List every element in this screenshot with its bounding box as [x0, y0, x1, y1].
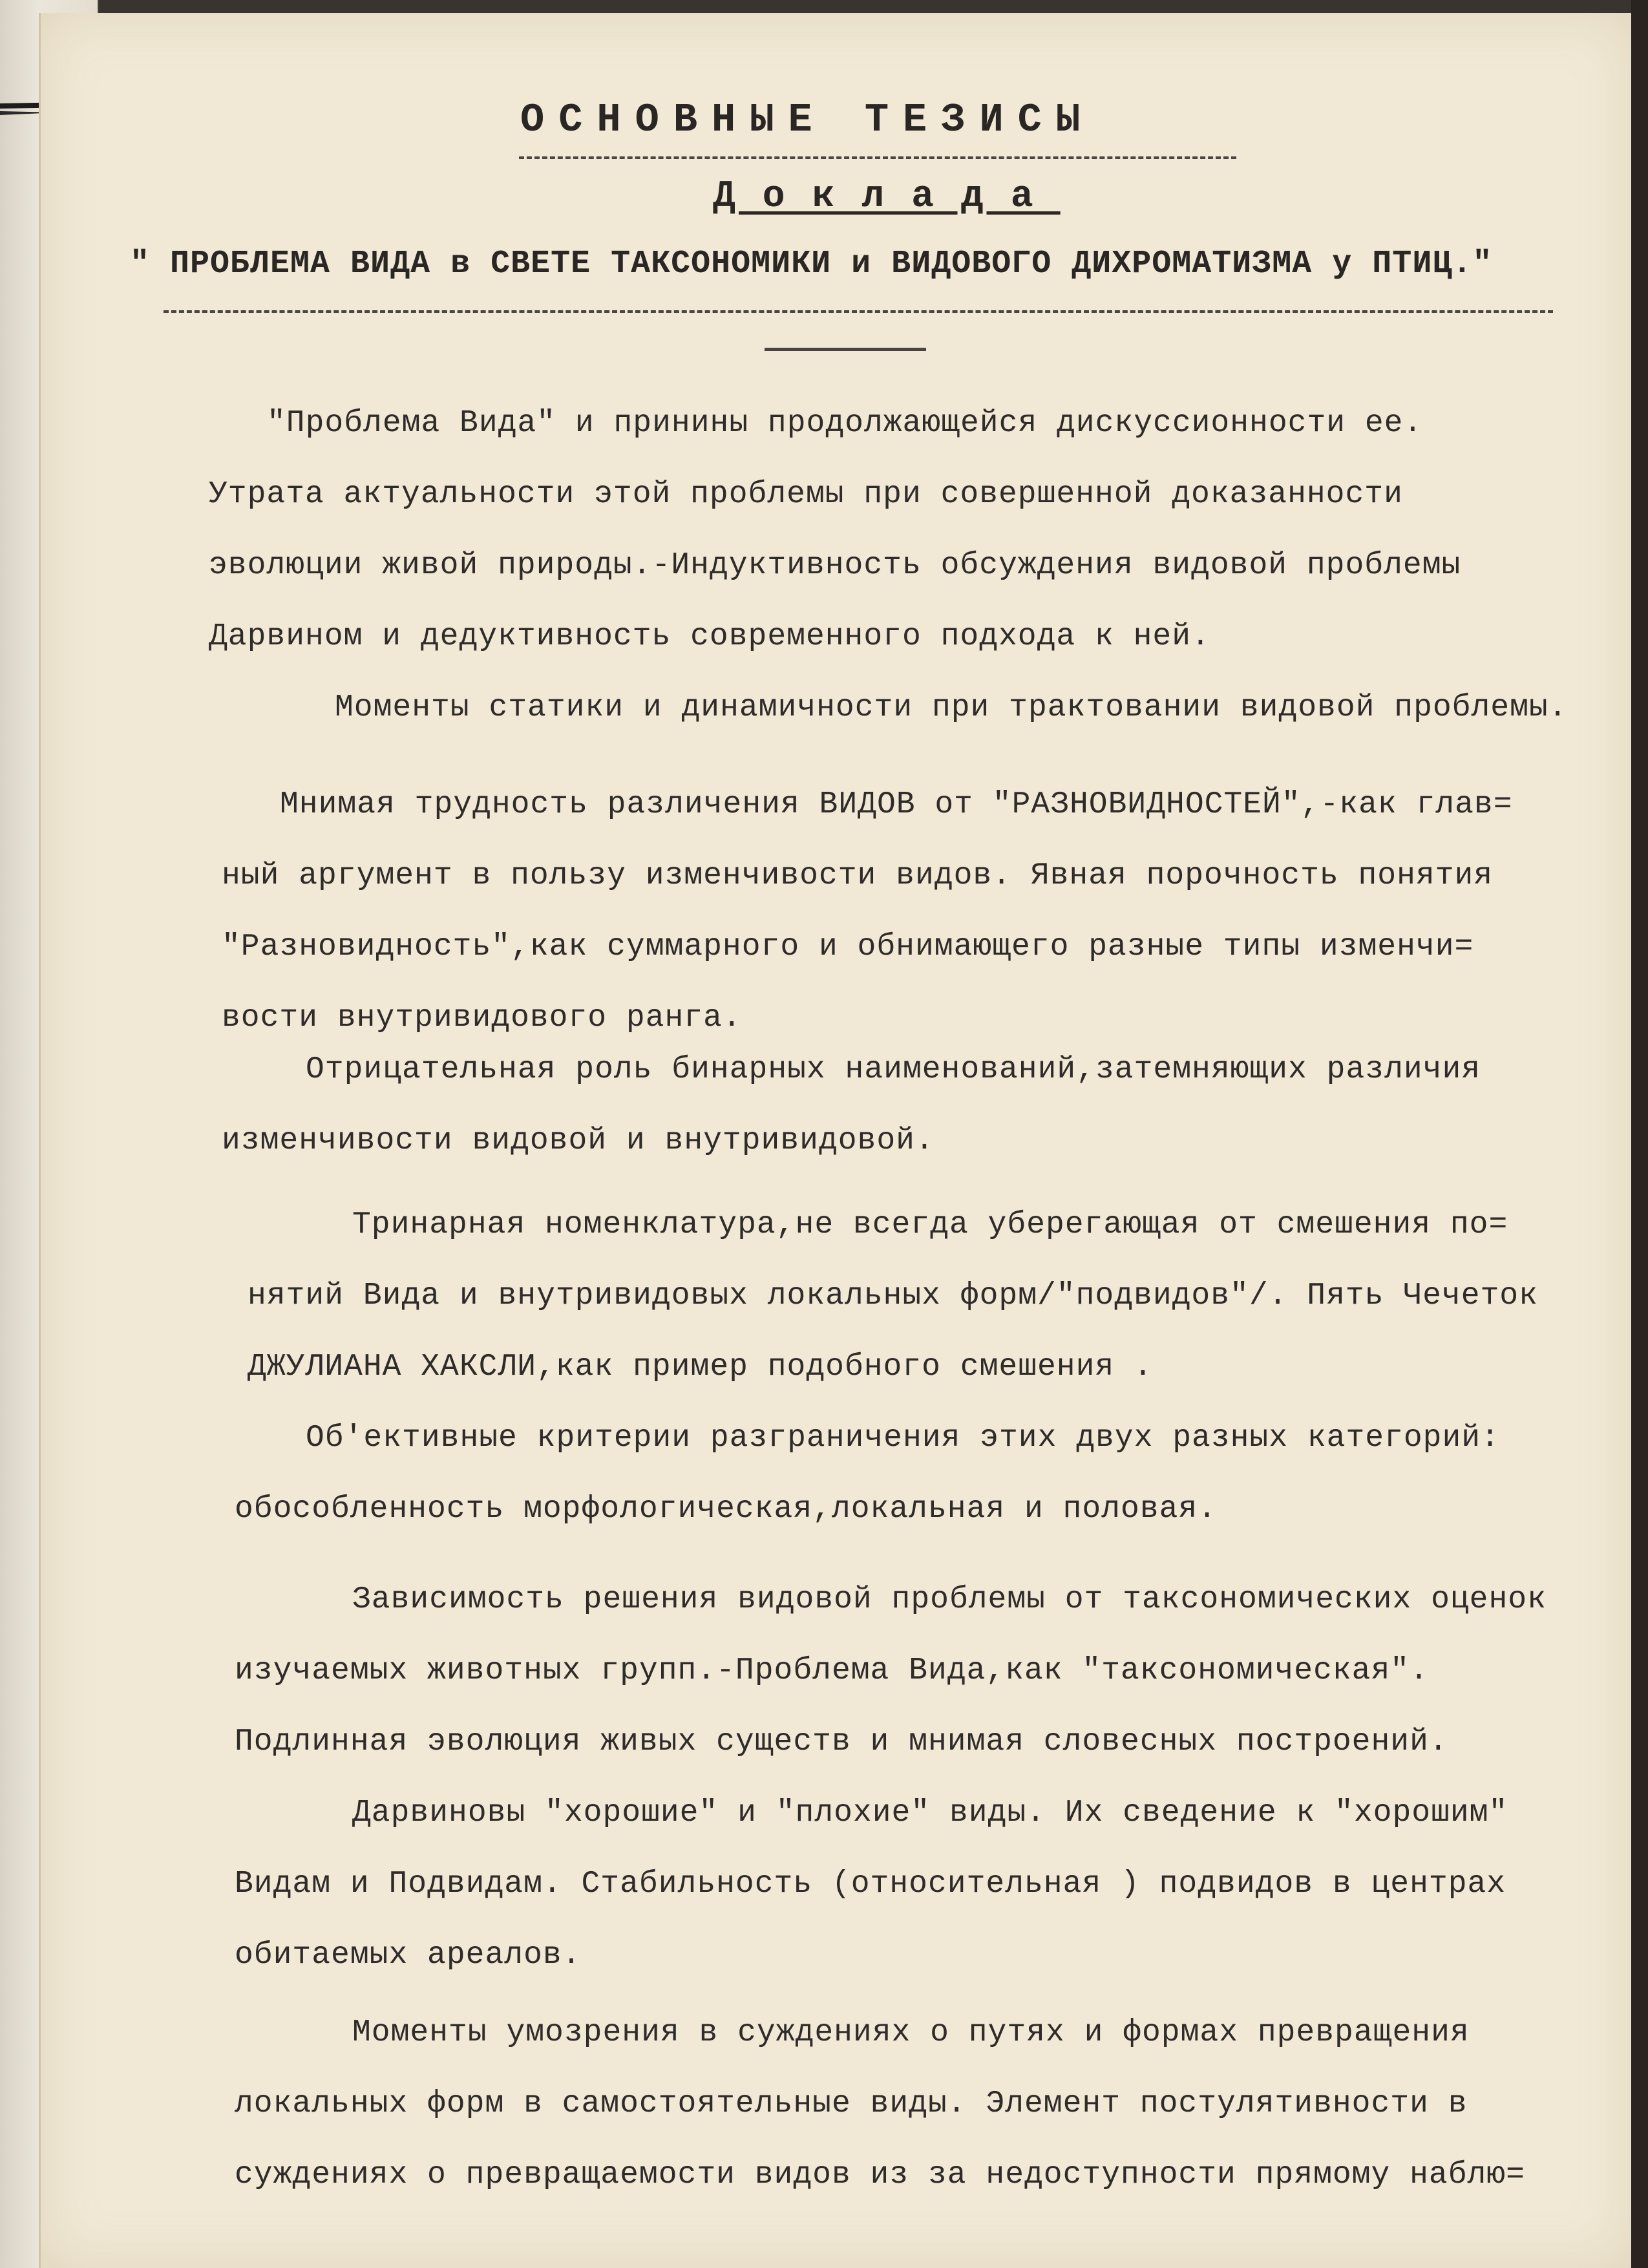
text-line: вости внутривидового ранга.	[222, 1001, 742, 1035]
title-separator	[765, 348, 926, 351]
text-line: нятий Вида и внутривидовых локальных форм/"подвидов"/. Пять Чечеток	[248, 1278, 1538, 1313]
text-line: обитаемых ареалов.	[235, 1938, 582, 1973]
paragraph-3	[170, 769, 1624, 1054]
text-line: Моменты статики и динамичности при трактовании видовой проблемы.	[335, 690, 1568, 725]
document-subheading: Доклада	[713, 176, 1061, 218]
text-line: "Разновидность",как суммарного и обнимающего разные типы изменчи=	[222, 929, 1474, 964]
paragraph-5	[170, 1189, 1624, 1403]
text-line: Тринарная номенклатура,не всегда уберегающая от смешения по=	[352, 1207, 1508, 1242]
document-heading: ОСНОВНЫЕ ТЕЗИСЫ	[520, 97, 1095, 143]
text-line: эволюции живой природы.-Индуктивность обсуждения видовой проблемы	[209, 548, 1461, 583]
text-line: Моменты умозрения в суждениях о путях и формах превращения	[352, 2015, 1470, 2050]
text-line: Мнимая трудность различения ВИДОВ от "РАЗНОВИДНОСТЕЙ",-как глав=	[280, 787, 1513, 822]
text-line: Дарвином и дедуктивность современного подхода к ней.	[209, 619, 1210, 654]
text-line: Зависимость решения видовой проблемы от таксономических оценок	[352, 1582, 1547, 1617]
text-line: Об'ективные критерии разграничения этих двух разных категорий:	[306, 1421, 1500, 1456]
typewritten-sheet	[41, 13, 1633, 2268]
text-line: суждениях о превращаемости видов из за недоступности прямому наблю=	[235, 2157, 1525, 2192]
text-line: изучаемых животных групп.-Проблема Вида,как "таксономическая".	[235, 1653, 1429, 1688]
text-line: Видам и Подвидам. Стабильность (относительная ) подвидов в центрах	[235, 1867, 1506, 1902]
document-title: " ПРОБЛЕМА ВИДА в СВЕТЕ ТАКСОНОМИКИ и ВИДОВОГО ДИХРОМАТИЗМА у ПТИЦ."	[130, 246, 1493, 282]
paragraph-9	[170, 1997, 1624, 2210]
paragraph-7	[170, 1564, 1624, 1777]
document-page	[39, 13, 1633, 2268]
text-line: Подлинная эволюция живых существ и мнимая словесных построений.	[235, 1724, 1448, 1759]
paragraph-4	[170, 1034, 1624, 1176]
paragraph-6	[170, 1403, 1624, 1545]
text-line: Утрата актуальности этой проблемы при совершенной доказанности	[209, 477, 1403, 512]
text-line: ный аргумент в пользу изменчивости видов. Явная порочность понятия	[222, 858, 1494, 893]
paragraph-8	[170, 1777, 1624, 1991]
text-line: Дарвиновы "хорошие" и "плохие" виды. Их сведение к "хорошим"	[352, 1796, 1508, 1830]
background-edge	[1631, 0, 1648, 2268]
text-line: изменчивости видовой и внутривидовой.	[222, 1123, 935, 1158]
text-line: Отрицательная роль бинарных наименований,затемняющих различия	[306, 1052, 1481, 1087]
text-line: ДЖУЛИАНА ХАКСЛИ,как пример подобного смешения .	[248, 1350, 1153, 1384]
paragraph-2	[170, 672, 1624, 743]
paragraph-1	[170, 388, 1624, 672]
text-line: локальных форм в самостоятельные виды. Элемент постулятивности в	[235, 2086, 1468, 2121]
text-line: обособленность морфологическая,локальная и половая.	[235, 1492, 1218, 1527]
text-line: "Проблема Вида" и принины продолжающейся дискуссионности ее.	[267, 406, 1423, 441]
title-underline	[164, 310, 1553, 313]
heading-underline	[519, 156, 1236, 159]
